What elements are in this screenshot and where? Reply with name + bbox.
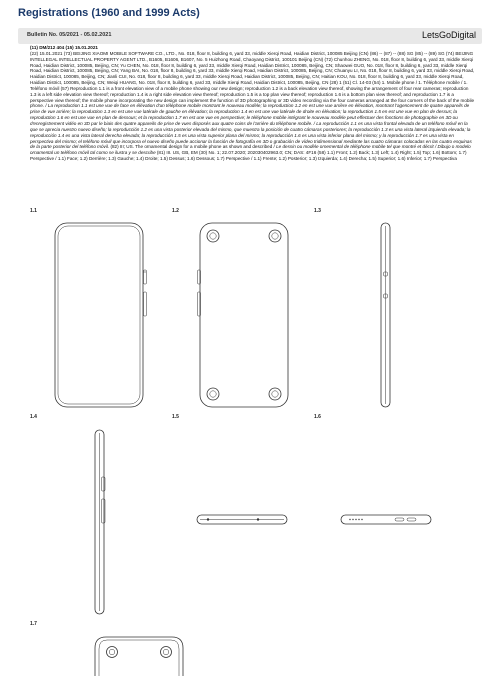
figure-label-1-6: 1.6 [314,414,321,420]
registration-para-fr-es: La reproduction 1.1 est une vue de face en élévation d'un téléphone mobile montrant le nouveau modèle; la reproduction 1.2 en est une vue arrière en élévation, montrant l'agencement de quatre appareils de prise de vue arrière; la reproduction 1.3 en est une vue latérale de gauche en élévation; la reproduction 1.4 en est une vue latérale de droite en élévation; la reproduction 1.5 en est une vue en plan de dessus; la reproduction 1.6 en est une vue en plan de dessous; et la reproduction 1.7 en est une vue en perspective; le téléphone mobile intégrant le nouveau modèle peut effectuer des fonctions de photographie en 3D ou d'enregistrement vidéo en 3D par le biais des quatre appareils de prise de vues disposés aux quatre coins de l'arrière du téléphone mobile. / La reproducción 1.1 es una vista frontal elevada de un teléfono móvil en la que se aprecia nuestro nuevo diseño; la reproducción 1.2 es una vista posterior elevada del mismo, que muestra la posición de cuatro cámaras posteriores; la reproducción 1.3 es una vista lateral izquierda elevada; la reproducción 1.4 es una vista lateral derecha elevada; la reproducción 1.5 es una vista superior plana del mismo; la reproducción 1.6 es una vista inferior plana del mismo; y la reproducción 1.7 es una vista en perspectiva del mismo; el teléfono móvil que incorpora el nuevo diseño puede accionar la función de fotografía en 3D o grabación de vídeo tridimensional mediante las cuatro cámaras colocadas en las cuatro esquinas de la parte posterior del teléfono móvil. [30,103,472,150]
figure-label-1-4: 1.4 [30,414,37,420]
brand-logo: LetsGoDigital [421,30,476,40]
registration-details [30,51,476,162]
figure-label-1-3: 1.3 [314,208,321,214]
phone-perspective-view-icon [94,636,190,676]
figure-label-1-2: 1.2 [172,208,179,214]
phone-front-view-icon [54,222,150,408]
registration-number: (11) DM/212 404 (15) 15.01.2021 [30,45,98,50]
phone-back-view-icon [197,222,293,408]
figure-label-1-7: 1.7 [30,621,37,627]
phone-left-side-view-icon [380,222,392,408]
page-title: Registrations (1960 and 1999 Acts) [18,7,200,19]
phone-top-view-icon [196,514,290,526]
registration-views: (81) III. US, GB, EM (30) No. 1; 22.07.2020; 202030402963.0; CN; DAS: 4F16 (58) 1.1) Front; 1.2) Back; 1.3) Left; 1.4) Right; 1.5) Top; 1.6) Bottom; 1.7) Perspective / 1.1) Face; 1.2) Derrière; 1.3) Gauche; 1.4) Droite; 1.5) Dessus; 1.6) Dessous; 1.7) Perspective / 1.1) Frente; 1.2) Posterior; 1.3) Izquierda; 1.4) Derecha; 1.5) Superior; 1.6) Inferior; 1.7) Perspectiva [30,150,467,162]
figure-label-1-5: 1.5 [172,414,179,420]
phone-bottom-view-icon [340,514,434,526]
registration-para-en: (22) 15.01.2021 (73) BEIJING XIAOMI MOBILE SOFTWARE CO., LTD., No. 018, floor 8, building 6, yard 33, middle Xierqi Road, Haidian District, 100085 Beijing (CN) (86) -- (87) -- (88) SG (85) -- (89) SG (74) BEIJING INTELLEGAL INTELLECTUAL PROPERTY AGENT LTD., B1605, B1606, B1607, No. 5 Huizhong Road, Chaoyang District, 100101 Beijing (CN) (72) Chunhou ZHENG, No. 018, floor 8, building 6, yard 33, middle Xierqi Road, Haidian District, 100085, Beijing, CN; Yu CHEN, No. 018, floor 8, building 6, yard 33, middle Xierqi Road, Haidian District, 100085, Beijing, CN; Shaowei GUO, No. 018, floor 8, building 6, yard 33, middle Xierqi Road, Haidian District, 100085, Beijing, CN; Yang BAI, No. 018, floor 8, building 6, yard 33, middle Xierqi Road, Haidian District, 100085, Beijing, CN; Chuanyu LI, No. 018, floor 8, building 6, yard 33, middle Xierqi Road, Haidian District, 100085, Beijing, CN; Jianli CUI, No. 018, floor 8, building 6, yard 33, middle Xierqi Road, Haidian District, 100085, Beijing, CN; Haitian KOU, No. 018, floor 8, building 6, yard 33, middle Xierqi Road, Haidian District, 100085, Beijing, CN; Weiqi HUANG, No. 018, floor 8, building 6, yard 33, middle Xierqi Road, Haidian District, 100085, Beijing, CN (28) 1 (51) Cl. 14-03 (54) 1. Mobile phone / 1. Téléphone mobile / 1. Teléfono móvil (57) Reproduction 1.1 is a front elevation view of a mobile phone showing our new design; reproduction 1.2 is a back elevation view thereof, showing the arrangement of four rear cameras; reproduction 1.3 is a left side elevation view thereof; reproduction 1.4 is a right side elevation view thereof; reproduction 1.5 is a top plan view thereof; reproduction 1.6 is a bottom plan view thereof; and reproduction 1.7 is a perspective view thereof; the mobile phone incorporating the new design can implement the function of 3D photographing or 3D video recording via the four cameras arranged at the four corners of the back of the mobile phone. / [30,50,475,109]
registration-claim-fr-es: Le dessin ou modèle ornemental de téléphone mobile tel que montré et décrit / Dibujo o modelo ornamental un teléfono móvil tal como se ilustra y se describe [30,144,471,156]
bulletin-number: Bulletin No. 05/2021 - 05.02.2021 [27,32,112,38]
bulletin-header [18,28,482,44]
figure-label-1-1: 1.1 [30,208,37,214]
registration-text [30,45,476,162]
phone-right-side-view-icon [94,429,106,615]
registration-claim-en: (82) III; US. The ornamental design for a mobile phone as shown and described / [110,144,275,150]
